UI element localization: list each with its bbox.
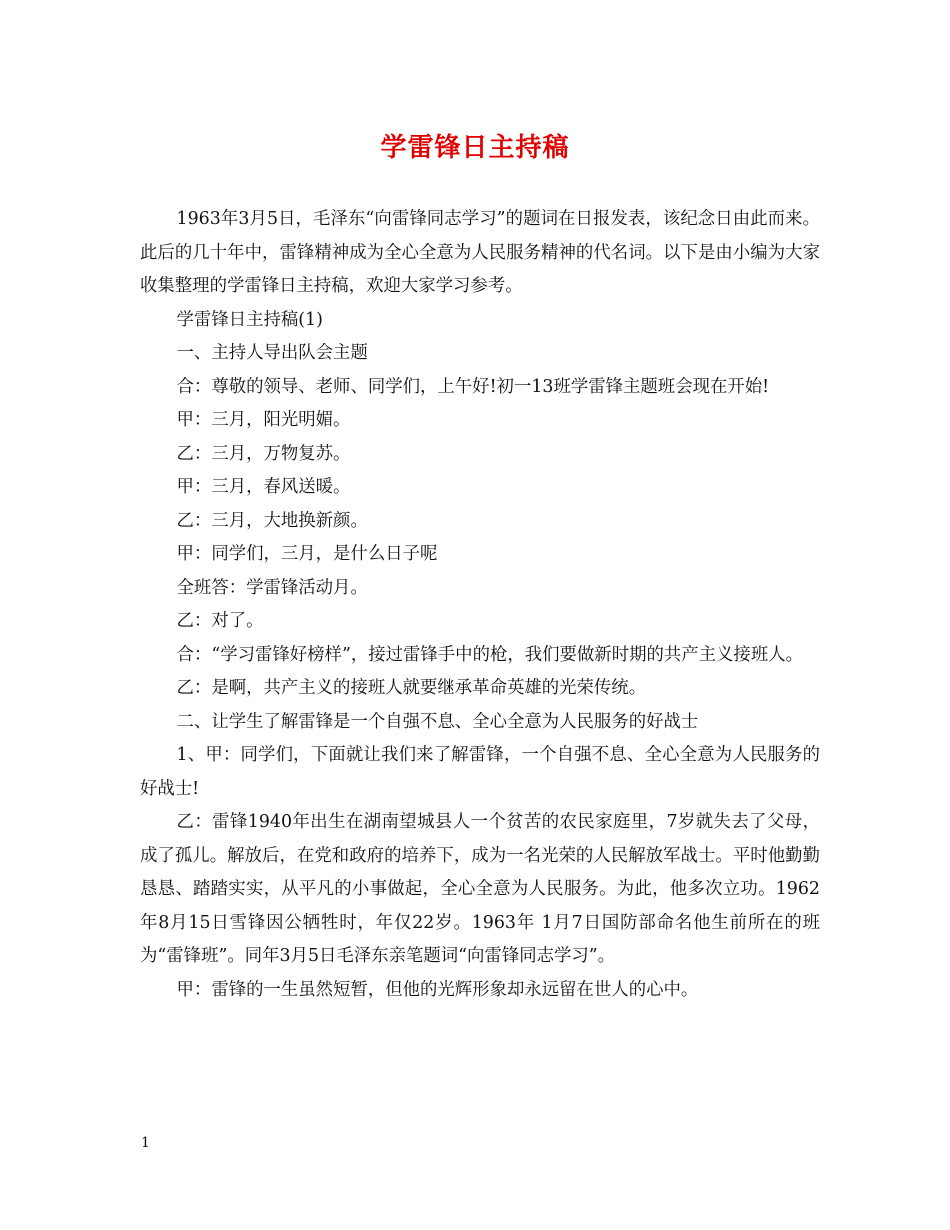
dialogue-line: 乙：雷锋1940年出生在湖南望城县人一个贫苦的农民家庭里，7岁就失去了父母，成了孤儿。解放后，在党和政府的培养下，成为一名光荣的人民解放军战士。平时他勤勤恳恳、踏踏实实，从平凡的小事做起，全心全意为人民服务。为此，他多次立功。1962年8月15日雪锋因公牺牲时，年仅22岁。1963年 1月7日国防部命名他生前所在的班为“雷锋班”。同年3月5日毛泽东亲笔题词“向雷锋同志学习”。 (140, 812, 820, 966)
intro-paragraph: 1963年3月5日，毛泽东“向雷锋同志学习”的题词在日报发表，该纪念日由此而来。此后的几十年中，雷锋精神成为全心全意为人民服务精神的代名词。以下是由小编为大家收集整理的学雷锋日主持稿，欢迎大家学习参考。 (140, 209, 820, 296)
dialogue-line: 1、甲：同学们，下面就让我们来了解雷锋，一个自强不息、全心全意为人民服务的好战士! (140, 745, 820, 799)
dialogue-line: 合：尊敬的领导、老师、同学们，上午好!初一13班学雷锋主题班会现在开始! (176, 376, 770, 397)
dialogue-line: 甲：同学们，三月，是什么日子呢 (176, 544, 438, 564)
dialogue-line: 乙：是啊，共产主义的接班人就要继承革命英雄的光荣传统。 (176, 678, 647, 698)
dialogue-line: 全班答：学雷锋活动月。 (176, 577, 368, 598)
part-heading: 二、让学生了解雷锋是一个自强不息、全心全意为人民服务的好战士 (176, 711, 699, 732)
section-heading: 学雷锋日主持稿(1) (176, 309, 323, 330)
dialogue-line: 乙：三月，大地换新颜。 (176, 510, 368, 531)
page-number: 1 (141, 1135, 150, 1151)
dialogue-line: 乙：对了。 (176, 611, 264, 631)
part-heading: 一、主持人导出队会主题 (176, 343, 368, 363)
document-body (140, 203, 820, 1007)
document-title: 学雷锋日主持稿 (380, 133, 570, 163)
dialogue-line: 乙：三月，万物复苏。 (176, 443, 351, 464)
dialogue-line: 甲：三月，阳光明媚。 (176, 410, 351, 430)
dialogue-line: 甲：三月，春风送暖。 (176, 477, 351, 497)
dialogue-line: 甲：雷锋的一生虽然短暂，但他的光辉形象却永远留在世人的心中。 (176, 979, 699, 1000)
dialogue-line: 合：“学习雷锋好榜样”，接过雷锋手中的枪，我们要做新时期的共产主义接班人。 (176, 644, 803, 665)
